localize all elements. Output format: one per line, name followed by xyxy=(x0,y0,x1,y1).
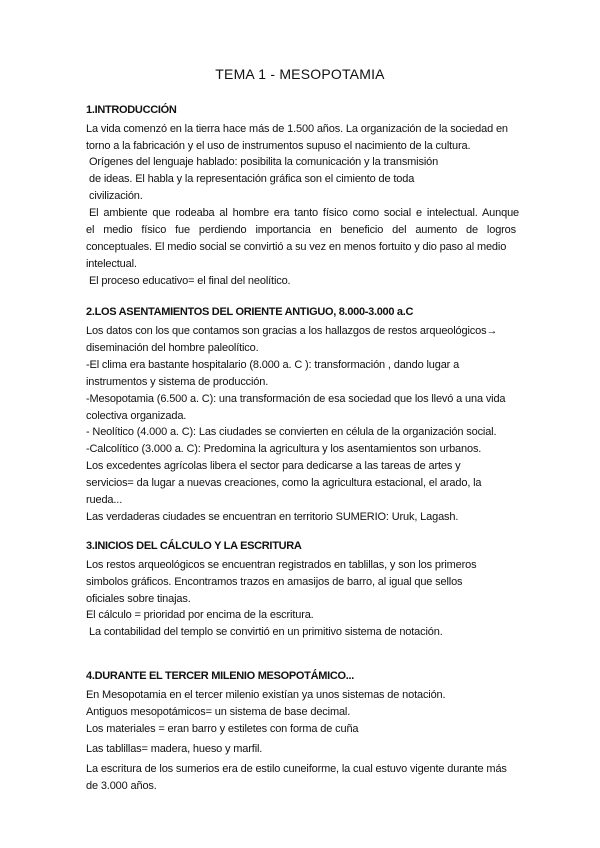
page-title: TEMA 1 - MESOPOTAMIA xyxy=(215,66,385,82)
paragraph-line: El ambiente que rodeaba al hombre era tanto físico como social e intelectual. Aunque xyxy=(89,207,519,219)
paragraph-line: Los restos arqueológicos se encuentran registrados en tablillas, y son los primeros xyxy=(86,559,477,571)
paragraph-line: La contabilidad del templo se convirtió en un primitivo sistema de notación. xyxy=(89,626,443,638)
paragraph-line: diseminación del hombre paleolítico. xyxy=(86,342,259,354)
section-2-heading: 2.LOS ASENTAMIENTOS DEL ORIENTE ANTIGUO, 8.000-3.000 a.C xyxy=(86,306,414,318)
paragraph-line: colectiva organizada. xyxy=(86,410,187,422)
paragraph-line: instrumentos y sistema de producción. xyxy=(86,376,269,388)
paragraph-line: La vida comenzó en la tierra hace más de 1.500 años. La organización de la sociedad en xyxy=(86,123,508,135)
paragraph-line: oficiales sobre tinajas. xyxy=(86,593,191,605)
paragraph-line: de ideas. El habla y la representación gráfica son el cimiento de toda xyxy=(89,173,415,185)
paragraph-line: Orígenes del lenguaje hablado: posibilita la comunicación y la transmisión xyxy=(89,156,439,168)
section-3-heading: 3.INICIOS DEL CÁLCULO Y LA ESCRITURA xyxy=(86,540,302,552)
paragraph-line: La escritura de los sumerios era de estilo cuneiforme, la cual estuvo vigente durante más xyxy=(86,763,507,775)
section-4-heading: 4.DURANTE EL TERCER MILENIO MESOPOTÁMICO... xyxy=(86,670,355,682)
paragraph-line: el medio físico fue perdiendo importancia en beneficio del aumento de logros xyxy=(86,224,516,236)
paragraph-line: rueda... xyxy=(86,494,123,506)
paragraph-line: El cálculo = prioridad por encima de la escritura. xyxy=(86,609,314,621)
paragraph-line: En Mesopotamia en el tercer milenio existían ya unos sistemas de notación. xyxy=(86,689,446,701)
paragraph-line: Las tablillas= madera, hueso y marfil. xyxy=(86,743,263,755)
paragraph-line: civilización. xyxy=(89,190,143,202)
paragraph-line: intelectual. xyxy=(86,258,137,270)
paragraph-line: torno a la fabricación y el uso de instrumentos supuso el nacimiento de la cultura. xyxy=(86,140,471,152)
paragraph-line: Los materiales = eran barro y estiletes con forma de cuña xyxy=(86,723,359,735)
paragraph-line: El proceso educativo= el final del neolítico. xyxy=(89,275,291,287)
paragraph-line: -El clima era bastante hospitalario (8.000 a. C ): transformación , dando lugar a xyxy=(86,359,460,371)
paragraph-line: simbolos gráficos. Encontramos trazos en amasijos de barro, al igual que sellos xyxy=(86,576,463,588)
paragraph-line: -Mesopotamia (6.500 a. C): una transformación de esa sociedad que los llevó a una vida xyxy=(86,393,506,405)
section-1-heading: 1.INTRODUCCIÓN xyxy=(86,104,177,116)
paragraph-line: Los datos con los que contamos son gracias a los hallazgos de restos arqueológicos→ xyxy=(86,325,498,337)
paragraph-line: Las verdaderas ciudades se encuentran en territorio SUMERIO: Uruk, Lagash. xyxy=(86,511,459,523)
paragraph-line: conceptuales. El medio social se convirtió a su vez en menos fortuito y dio paso al medio xyxy=(86,241,507,253)
paragraph-line: de 3.000 años. xyxy=(86,780,157,792)
paragraph-line: - Neolítico (4.000 a. C): Las ciudades se convierten en célula de la organización social. xyxy=(86,426,497,438)
paragraph-line: Antiguos mesopotámicos= un sistema de base decimal. xyxy=(86,706,351,718)
paragraph-line: servicios= da lugar a nuevas creaciones, como la agricultura estacional, el arado, la xyxy=(86,477,482,489)
paragraph-line: Los excedentes agrícolas libera el sector para dedicarse a las tareas de artes y xyxy=(86,460,461,472)
paragraph-line: -Calcolítico (3.000 a. C): Predomina la agricultura y los asentamientos son urbanos. xyxy=(86,443,482,455)
